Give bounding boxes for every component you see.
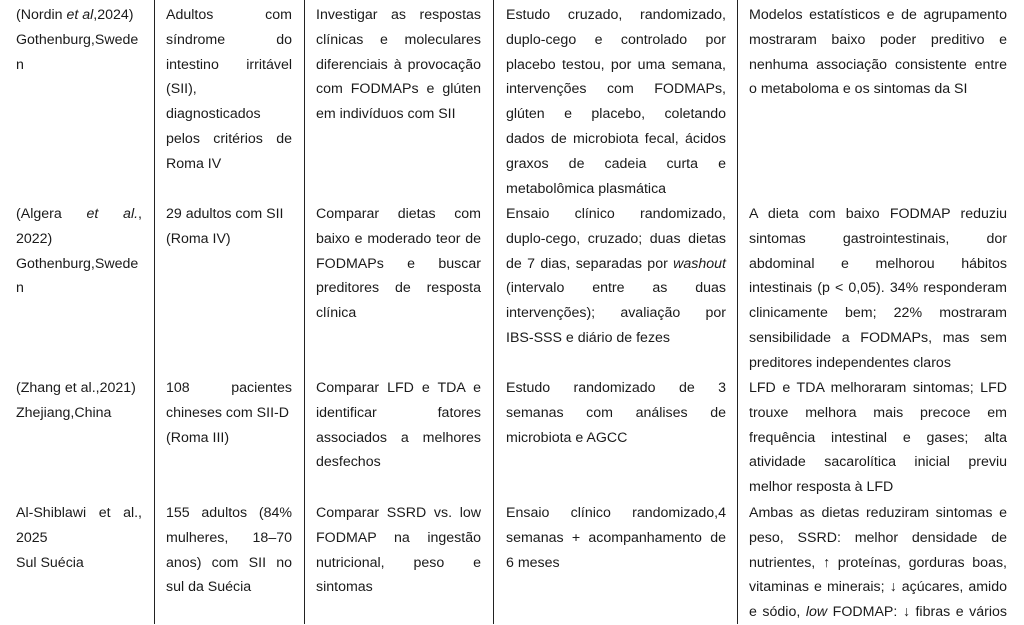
cell-line: A dieta com baixo FODMAP reduziu — [749, 206, 1007, 222]
cell-line: dados de microbiota fecal, ácidos — [506, 130, 726, 147]
method-cell — [506, 501, 726, 575]
objective-cell — [316, 376, 481, 475]
method-cell — [506, 376, 726, 450]
author-location-cell — [16, 501, 142, 575]
cell-line: 6 meses — [506, 554, 560, 571]
cell-line: intervenções); avaliação por — [506, 305, 726, 322]
cell-line: sensibilidade a FODMAPs, mas sem — [749, 329, 1007, 346]
cell-line: frequência intestinal e gases; alta — [749, 429, 1007, 446]
results-cell — [749, 501, 1007, 625]
population-cell — [166, 501, 292, 600]
cell-line: em indivíduos com SII — [316, 106, 456, 123]
cell-line: com FODMAPs e glúten — [316, 81, 481, 98]
cell-line: clinicamente bem; 22% mostraram — [749, 305, 1007, 322]
cell-line: n — [16, 56, 24, 73]
cell-line: mulheres, 18–70 — [166, 529, 292, 546]
method-cell — [506, 202, 726, 351]
cell-line: intervenções com FODMAPs, — [506, 81, 726, 98]
cell-line: metabolômica plasmática — [506, 180, 667, 197]
cell-line: atividade sacarolítica inicial previu — [749, 454, 1007, 471]
cell-line: clínica — [316, 305, 357, 322]
cell-line: (Roma III) — [166, 429, 230, 446]
cell-line: glúten e placebo, coletando — [506, 106, 726, 123]
cell-line: chineses com SII-D — [166, 404, 289, 421]
cell-line: 155 adultos (84% — [166, 505, 292, 521]
column-divider — [737, 0, 738, 624]
cell-line: FODMAPs e buscar — [316, 255, 481, 272]
cell-line: pelos critérios de — [166, 130, 292, 147]
cell-line: Ensaio clínico randomizado, — [506, 206, 726, 222]
cell-line: Estudo cruzado, randomizado, — [506, 7, 726, 23]
method-cell — [506, 3, 726, 201]
cell-line: (Zhang et al.,2021) — [16, 380, 136, 396]
cell-line: n — [16, 280, 24, 297]
population-cell — [166, 3, 292, 177]
cell-line: Sul Suécia — [16, 554, 84, 571]
cell-line: peso, SSRD: melhor densidade de — [749, 529, 1007, 546]
cell-line: LFD e TDA melhoraram sintomas; LFD — [749, 380, 1007, 396]
cell-line: duplo-cego, cruzado; duas dietas — [506, 230, 726, 247]
population-cell — [166, 202, 292, 252]
objective-cell — [316, 501, 481, 600]
cell-line: Comparar dietas com — [316, 206, 481, 222]
results-cell — [749, 376, 1007, 500]
results-cell — [749, 202, 1007, 376]
cell-line: duplo-cego e controlado por — [506, 31, 726, 48]
cell-line: vitaminas e minerais; ↓ açúcares, amido — [749, 579, 1007, 596]
cell-line: abdominal e melhorou hábitos — [749, 255, 1007, 272]
cell-line: 108 pacientes — [166, 380, 292, 396]
cell-line: Estudo randomizado de 3 — [506, 380, 726, 396]
cell-line: FODMAP na ingestão — [316, 529, 481, 546]
cell-line: Ambas as dietas reduziram sintomas e — [749, 505, 1007, 521]
cell-line: clínicas e moleculares — [316, 31, 481, 48]
results-cell — [749, 3, 1007, 102]
cell-line: de 7 dias, separadas por washout — [506, 255, 726, 272]
cell-line: Al-Shiblawi et al., — [16, 505, 142, 521]
cell-line: intestino irritável — [166, 56, 292, 73]
cell-line: sintomas — [316, 579, 373, 596]
cell-line: Comparar SSRD vs. low — [316, 505, 481, 521]
column-divider — [154, 0, 155, 624]
cell-line: nenhuma associação consistente entre — [749, 56, 1007, 73]
cell-line: Gothenburg,Swede — [16, 255, 139, 272]
cell-line: diferenciais à provocação — [316, 56, 481, 73]
cell-line: (intervalo entre as duas — [506, 280, 726, 297]
objective-cell — [316, 3, 481, 127]
cell-line: placebo testou, por uma semana, — [506, 56, 726, 73]
author-location-cell — [16, 3, 142, 77]
cell-line: 2025 — [16, 529, 48, 546]
cell-line: (Nordin et al,2024) — [16, 7, 134, 23]
cell-line: identificar fatores — [316, 404, 481, 421]
cell-line: Ensaio clínico randomizado,4 — [506, 505, 726, 521]
column-divider — [304, 0, 305, 624]
cell-line: desfechos — [316, 454, 381, 471]
cell-line: (SII), — [166, 81, 197, 98]
cell-line: o metaboloma e os sintomas da SI — [749, 81, 968, 98]
cell-line: microbiota e AGCC — [506, 429, 628, 446]
cell-line: diagnosticados — [166, 106, 261, 123]
cell-line: Comparar LFD e TDA e — [316, 380, 481, 396]
cell-line: Roma IV — [166, 155, 222, 172]
column-divider — [493, 0, 494, 624]
cell-line: Investigar as respostas — [316, 7, 481, 23]
cell-line: graxos de cadeia curta e — [506, 155, 726, 172]
cell-line: e sódio, low FODMAP: ↓ fibras e vários — [749, 604, 1007, 621]
cell-line: preditores de resposta — [316, 280, 481, 297]
cell-line: trouxe melhora mais precoce em — [749, 404, 1007, 421]
cell-line: associados a melhores — [316, 429, 481, 446]
cell-line: anos) com SII no — [166, 554, 292, 571]
cell-line: síndrome do — [166, 31, 292, 48]
cell-line: Gothenburg,Swede — [16, 31, 139, 48]
cell-line: semanas com análises de — [506, 404, 726, 421]
cell-line: 2022) — [16, 230, 53, 247]
cell-line: sintomas gastrointestinais, dor — [749, 230, 1007, 247]
author-location-cell — [16, 202, 142, 301]
population-cell — [166, 376, 292, 450]
cell-line: Zhejiang,China — [16, 404, 112, 421]
cell-line: nutrientes, ↑ proteínas, gorduras boas, — [749, 554, 1007, 571]
cell-line: intestinais (p < 0,05). 34% responderam — [749, 280, 1007, 297]
objective-cell — [316, 202, 481, 326]
cell-line: melhor resposta à LFD — [749, 479, 894, 496]
cell-line: sul da Suécia — [166, 579, 252, 596]
cell-line: IBS-SSS e diário de fezes — [506, 329, 671, 346]
cell-line: 29 adultos com SII — [166, 206, 284, 222]
cell-line: (Roma IV) — [166, 230, 231, 247]
cell-line: Adultos com — [166, 7, 292, 23]
cell-line: (Algera et al., — [16, 206, 142, 222]
cell-line: semanas + acompanhamento de — [506, 529, 726, 546]
cell-line: mostraram baixo poder preditivo e — [749, 31, 1007, 48]
cell-line: preditores independentes claros — [749, 354, 951, 371]
cell-line: Modelos estatísticos e de agrupamento — [749, 7, 1007, 23]
cell-line: nutricional, peso e — [316, 554, 481, 571]
author-location-cell — [16, 376, 142, 426]
cell-line: baixo e moderado teor de — [316, 230, 481, 247]
